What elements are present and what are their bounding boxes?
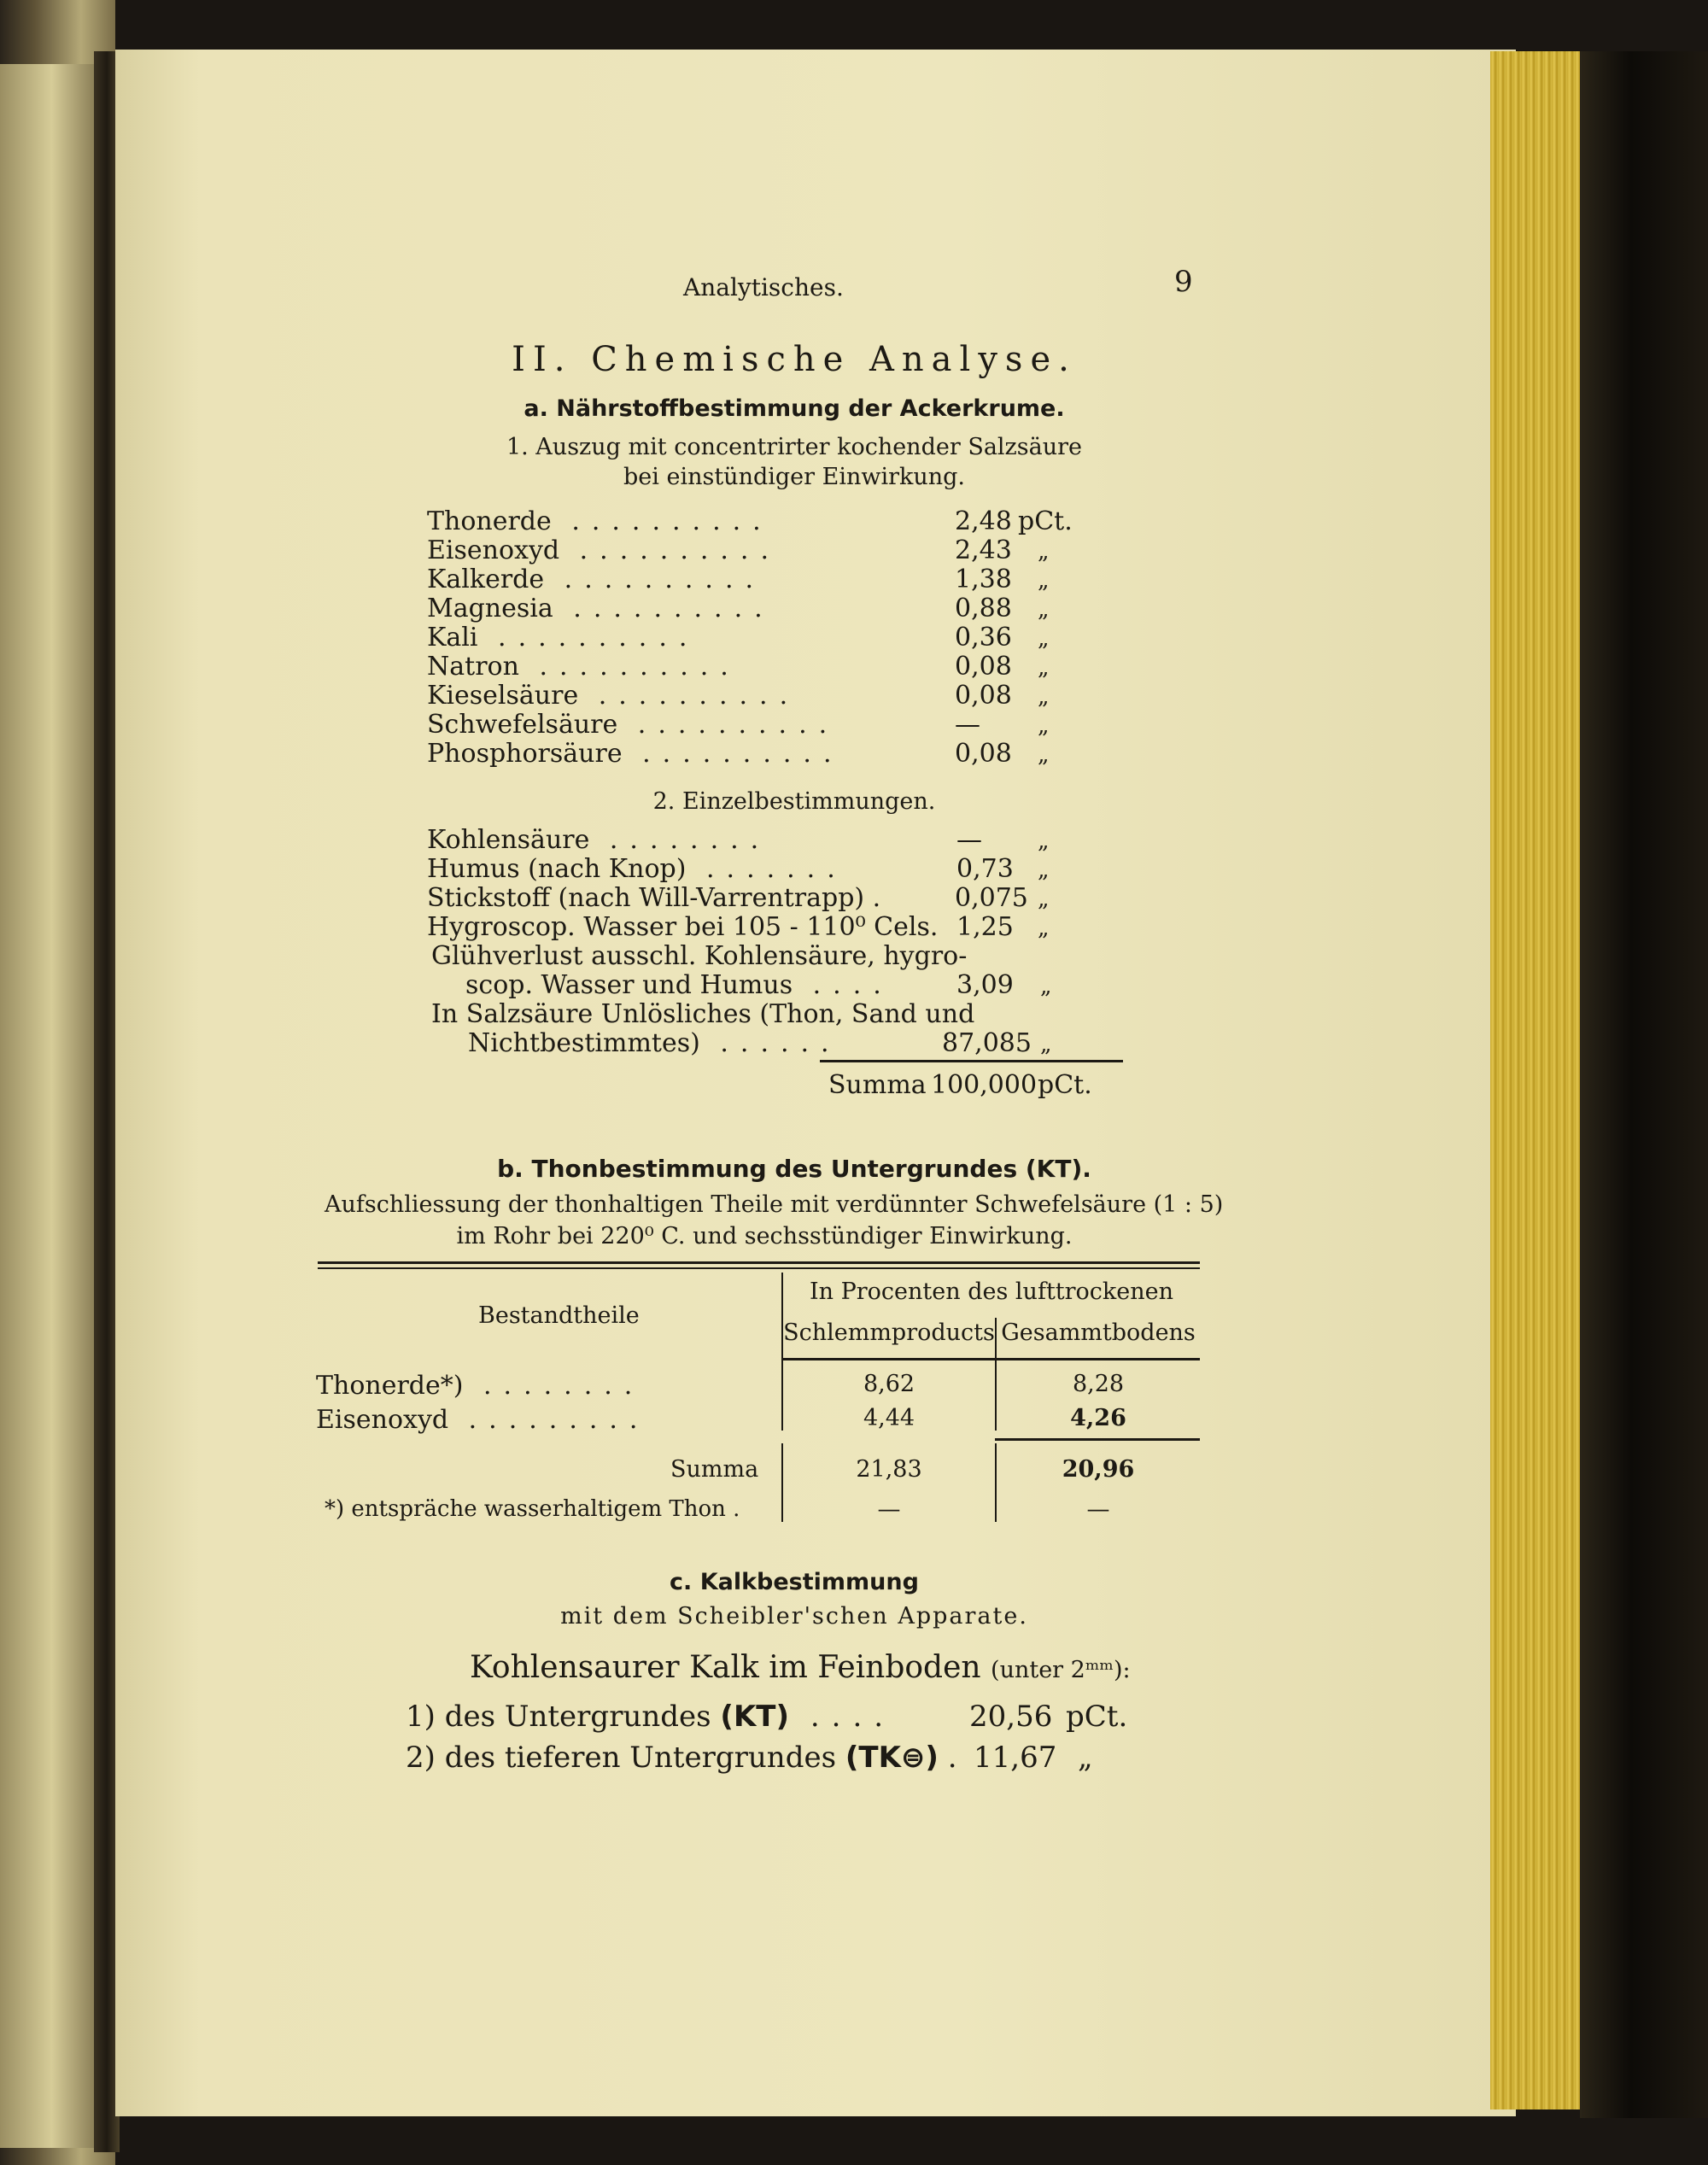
glueh-unit: „ <box>1040 974 1052 999</box>
unloesliches-line2: Nichtbestimmtes) ...... <box>468 1028 841 1058</box>
nutrient-row-unit: „ <box>1038 539 1050 565</box>
glueh-line2: scop. Wasser und Humus .... <box>465 970 893 1000</box>
nutrient-row-value: 0,08 <box>955 652 1012 682</box>
single-row-unit: „ <box>1038 857 1050 883</box>
part-c-sub: mit dem Scheibler'schen Apparate. <box>560 1603 1028 1630</box>
kalk-row-1-value: 20,56 <box>969 1700 1053 1734</box>
page-number: 9 <box>1174 265 1193 299</box>
kalk-row-2: 2) des tieferen Untergrundes (TK⊜) . <box>406 1741 957 1775</box>
nutrient-row-unit: „ <box>1038 626 1050 652</box>
nutrient-row-label: Kali .......... <box>427 623 699 652</box>
nutrient-row-value: 0,36 <box>955 623 1012 652</box>
table-footnote-label: *) entspräche wasserhaltigem Thon . <box>325 1496 740 1522</box>
part-a-sub1-line1: 1. Auszug mit concentrirter kochender Salzsäure <box>506 434 1083 460</box>
nutrient-row-label: Schwefelsäure .......... <box>427 710 839 740</box>
col-bestandtheile: Bestandtheile <box>478 1302 640 1329</box>
section-title: II. Chemische Analyse. <box>512 340 1077 379</box>
nutrient-row-unit: „ <box>1038 655 1050 681</box>
nutrient-row-unit: pCt. <box>1018 506 1073 536</box>
nutrient-row-unit: „ <box>1038 684 1050 710</box>
nutrient-row-unit: „ <box>1038 742 1050 768</box>
kalk-row-2-unit: „ <box>1078 1741 1093 1775</box>
nutrient-row-value: 1,38 <box>955 565 1012 594</box>
nutrient-row-value: — <box>955 710 980 740</box>
kalk-row-2-value: 11,67 <box>974 1741 1057 1775</box>
single-row-unit: „ <box>1038 886 1050 912</box>
nutrient-row-value: 0,08 <box>955 681 1012 711</box>
nutrient-row-unit: „ <box>1038 568 1050 594</box>
summa-label: Summa <box>828 1070 927 1100</box>
table-footnote-v1: — <box>877 1496 901 1523</box>
table-summa-label: Summa <box>670 1456 759 1483</box>
summa-unit: pCt. <box>1038 1070 1092 1100</box>
table-row-v1: 8,62 <box>863 1371 915 1397</box>
summa-value: 100,000 <box>931 1070 1038 1100</box>
unloesliches-value: 87,085 <box>942 1028 1032 1058</box>
table-row-label: Thonerde*) ........ <box>316 1371 645 1401</box>
summa-rule <box>820 1060 1123 1062</box>
part-c-heading: c. Kalkbestimmung <box>670 1569 919 1595</box>
part-c-title: Kohlensaurer Kalk im Feinboden (unter 2ᵐᵐ): <box>470 1650 1131 1685</box>
col-schlemmproducts: Schlemmproducts <box>783 1319 995 1346</box>
nutrient-row-value: 2,48 <box>955 506 1012 536</box>
part-b-desc-line2: im Rohr bei 220⁰ C. und sechsstündiger Einwirkung. <box>456 1223 1073 1249</box>
glueh-value: 3,09 <box>956 970 1014 1000</box>
table-row-v2: 4,26 <box>1070 1405 1126 1431</box>
single-row-value: 1,25 <box>956 912 1014 942</box>
single-row-label: Hygroscop. Wasser bei 105 - 110⁰ Cels. <box>427 912 939 942</box>
kalk-row-1: 1) des Untergrundes (KT) .... <box>406 1700 896 1734</box>
nutrient-row-label: Thonerde .......... <box>427 506 773 536</box>
table-row-v2: 8,28 <box>1072 1371 1125 1397</box>
single-row-value: 0,075 <box>955 883 1028 913</box>
nutrient-row-unit: „ <box>1038 597 1050 623</box>
nutrient-row-unit: „ <box>1038 713 1050 739</box>
nutrient-row-value: 0,88 <box>955 594 1012 623</box>
table-row-v1: 4,44 <box>863 1405 915 1431</box>
single-row-label: Humus (nach Knop) ....... <box>427 854 847 884</box>
single-row-label: Stickstoff (nach Will-Varrentrapp) . <box>427 883 881 913</box>
nutrient-row-value: 2,43 <box>955 535 1012 565</box>
table-summa-v2: 20,96 <box>1062 1456 1135 1483</box>
kalk-row-1-unit: pCt. <box>1066 1700 1128 1734</box>
nutrient-row-value: 0,08 <box>955 739 1012 769</box>
table-summa-v1: 21,83 <box>856 1456 922 1483</box>
part-b-heading: b. Thonbestimmung des Untergrundes (KT). <box>497 1155 1091 1183</box>
col-group-header: In Procenten des lufttrockenen <box>809 1279 1174 1305</box>
nutrient-row-label: Magnesia .......... <box>427 594 775 623</box>
running-title: Analytisches. <box>683 273 844 301</box>
nutrient-row-label: Phosphorsäure .......... <box>427 739 844 769</box>
glueh-line1: Glühverlust ausschl. Kohlensäure, hygro- <box>431 941 968 971</box>
single-row-value: 0,73 <box>956 854 1014 884</box>
single-row-unit: „ <box>1038 828 1050 854</box>
col-gesammtbodens: Gesammtbodens <box>1001 1319 1196 1346</box>
unloesliches-line1: In Salzsäure Unlösliches (Thon, Sand und <box>431 999 975 1029</box>
single-row-value: — <box>956 825 982 855</box>
unloesliches-unit: „ <box>1040 1032 1052 1057</box>
single-row-unit: „ <box>1038 916 1050 941</box>
part-b-desc-line1: Aufschliessung der thonhaltigen Theile mit verdünnter Schwefelsäure (1 : 5) <box>325 1191 1224 1218</box>
nutrient-row-label: Natron .......... <box>427 652 740 682</box>
nutrient-row-label: Kieselsäure .......... <box>427 681 800 711</box>
nutrient-row-label: Kalkerde .......... <box>427 565 766 594</box>
part-a-heading: a. Nährstoffbestimmung der Ackerkrume. <box>524 395 1065 422</box>
nutrient-row-label: Eisenoxyd .......... <box>427 535 781 565</box>
single-row-label: Kohlensäure ........ <box>427 825 771 855</box>
part-a-sub2: 2. Einzelbestimmungen. <box>652 788 936 815</box>
part-a-sub1-line2: bei einstündiger Einwirkung. <box>623 464 966 490</box>
table-row-label: Eisenoxyd ......... <box>316 1405 650 1435</box>
table-footnote-v2: — <box>1086 1496 1110 1523</box>
